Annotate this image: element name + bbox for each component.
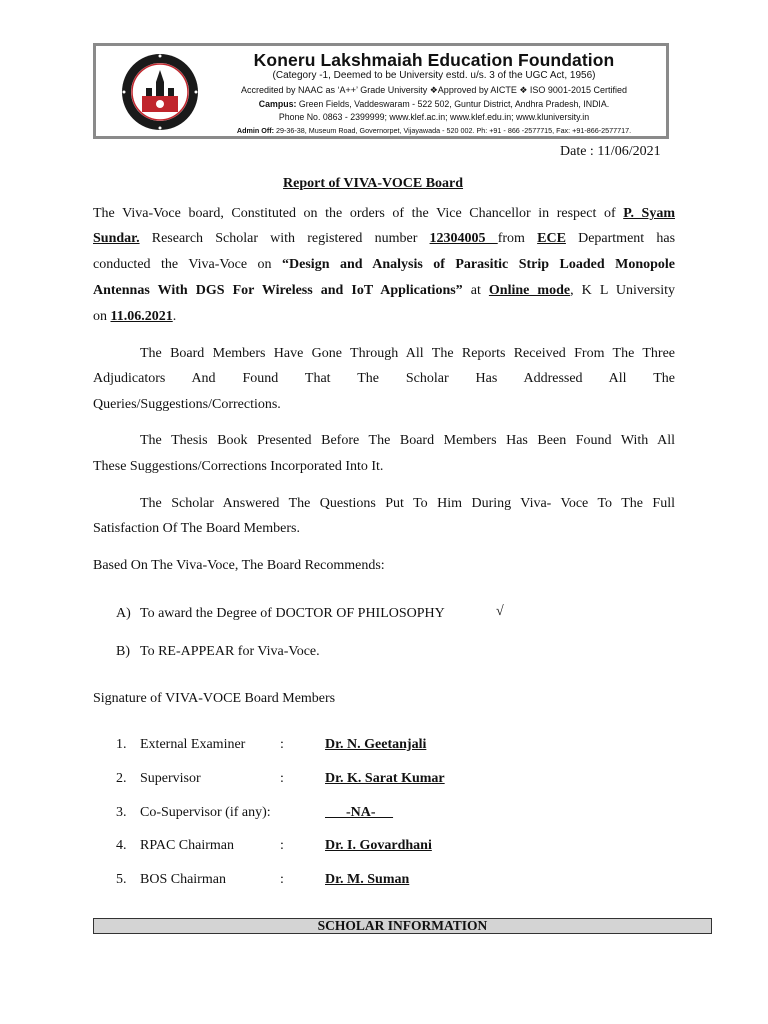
member-colon: :	[280, 771, 284, 786]
institution-admin-office	[206, 126, 662, 135]
member-role: BOS Chairman	[140, 872, 226, 887]
intro-line-5	[93, 309, 675, 325]
option-a-text: To award the Degree of DOCTOR OF PHILOSOPHY	[140, 606, 445, 621]
intro-text: , K L University	[570, 283, 676, 298]
member-number: 5.	[116, 872, 127, 887]
member-number: 4.	[116, 838, 127, 853]
institution-phone: Phone No. 0863 - 2399999; www.klef.ac.in; www.klef.edu.in; www.kluniversity.in	[278, 112, 590, 122]
member-role: Co-Supervisor (if any):	[140, 805, 271, 820]
member-number: 3.	[116, 805, 127, 820]
campus-address: Green Fields, Vaddeswaram - 522 502, Guntur District, Andhra Pradesh, INDIA.	[298, 99, 610, 109]
intro-text: The Viva-Voce board, Constituted on the orders of the Vice Chancellor in respect of	[93, 206, 624, 221]
signature-heading: Signature of VIVA-VOCE Board Members	[93, 691, 336, 706]
intro-text: .	[172, 309, 177, 324]
intro-line-1	[93, 206, 675, 222]
intro-line-3	[93, 257, 675, 273]
institution-accreditation: Accredited by NAAC as ‘A++’ Grade University ❖Approved by AICTE ❖ ISO 9001-2015 Certified	[241, 85, 627, 95]
para2-line-2: These Suggestions/Corrections Incorporated Into It.	[93, 459, 384, 474]
intro-text: conducted the Viva-Voce on	[93, 257, 283, 272]
institution-category: (Category -1, Deemed to be University estd. u/s. 3 of the UGC Act, 1956)	[272, 70, 596, 81]
intro-text: Research Scholar with registered number	[139, 231, 430, 246]
para3-line-1: The Scholar Answered The Questions Put To Him During Viva- Voce To The Full	[140, 496, 675, 511]
intro-text: from	[497, 231, 538, 246]
member-number: 2.	[116, 771, 127, 786]
para1-line-2: Adjudicators And Found That The Scholar Has Addressed All The	[93, 371, 675, 386]
checkmark-icon: √	[496, 604, 504, 619]
para1-line-3: Queries/Suggestions/Corrections.	[93, 397, 281, 412]
member-number: 1.	[116, 737, 127, 752]
report-date: Date : 11/06/2021	[560, 144, 661, 159]
scholar-information-header: SCHOLAR INFORMATION	[93, 918, 712, 934]
viva-date: 11.06.2021	[110, 309, 173, 324]
member-name: Dr. N. Geetanjali	[325, 737, 427, 752]
option-a-letter: A)	[116, 606, 131, 621]
institution-name: Koneru Lakshmaiah Education Foundation	[253, 50, 615, 70]
department: ECE	[537, 231, 566, 246]
admin-address: 29-36-38, Museum Road, Governorpet, Vijayawada - 520 002. Ph: +91 - 866 -2577715, Fax: +91-866-2577717.	[276, 126, 632, 135]
thesis-title: “Design and Analysis of Parasitic Strip Loaded Monopole	[282, 257, 676, 272]
letterhead	[93, 43, 669, 139]
campus-label: Campus:	[258, 99, 297, 109]
scholar-name-cont: Sundar.	[93, 231, 140, 246]
option-b-text: To RE-APPEAR for Viva-Voce.	[140, 644, 320, 659]
member-colon: :	[280, 737, 284, 752]
intro-text: Department has	[565, 231, 676, 246]
para3-line-2: Satisfaction Of The Board Members.	[93, 521, 300, 536]
intro-text: on	[93, 309, 111, 324]
member-name: -NA-	[325, 805, 394, 820]
institution-campus	[206, 99, 662, 109]
viva-mode: Online mode	[488, 283, 571, 298]
intro-line-4	[93, 283, 675, 299]
para1-line-1: The Board Members Have Gone Through All The Reports Received From The Three	[140, 346, 675, 361]
member-role: Supervisor	[140, 771, 201, 786]
report-title: Report of VIVA-VOCE Board	[283, 176, 464, 191]
option-b-letter: B)	[116, 644, 130, 659]
member-role: External Examiner	[140, 737, 246, 752]
scholar-name: P. Syam	[623, 206, 675, 221]
university-seal-icon	[120, 52, 200, 132]
para2-line-1: The Thesis Book Presented Before The Board Members Has Been Found With All	[140, 433, 675, 448]
registration-number: 12304005	[429, 231, 498, 246]
recommend-intro: Based On The Viva-Voce, The Board Recommends:	[93, 558, 385, 573]
member-role: RPAC Chairman	[140, 838, 234, 853]
member-colon: :	[280, 872, 284, 887]
member-name: Dr. K. Sarat Kumar	[325, 771, 445, 786]
member-colon: :	[280, 838, 284, 853]
member-name: Dr. M. Suman	[325, 872, 410, 887]
intro-line-2	[93, 231, 675, 247]
member-name: Dr. I. Govardhani	[325, 838, 432, 853]
intro-text: at	[462, 283, 489, 298]
admin-label: Admin Off:	[236, 126, 275, 135]
thesis-title-cont: Antennas With DGS For Wireless and IoT Applications”	[93, 283, 463, 298]
